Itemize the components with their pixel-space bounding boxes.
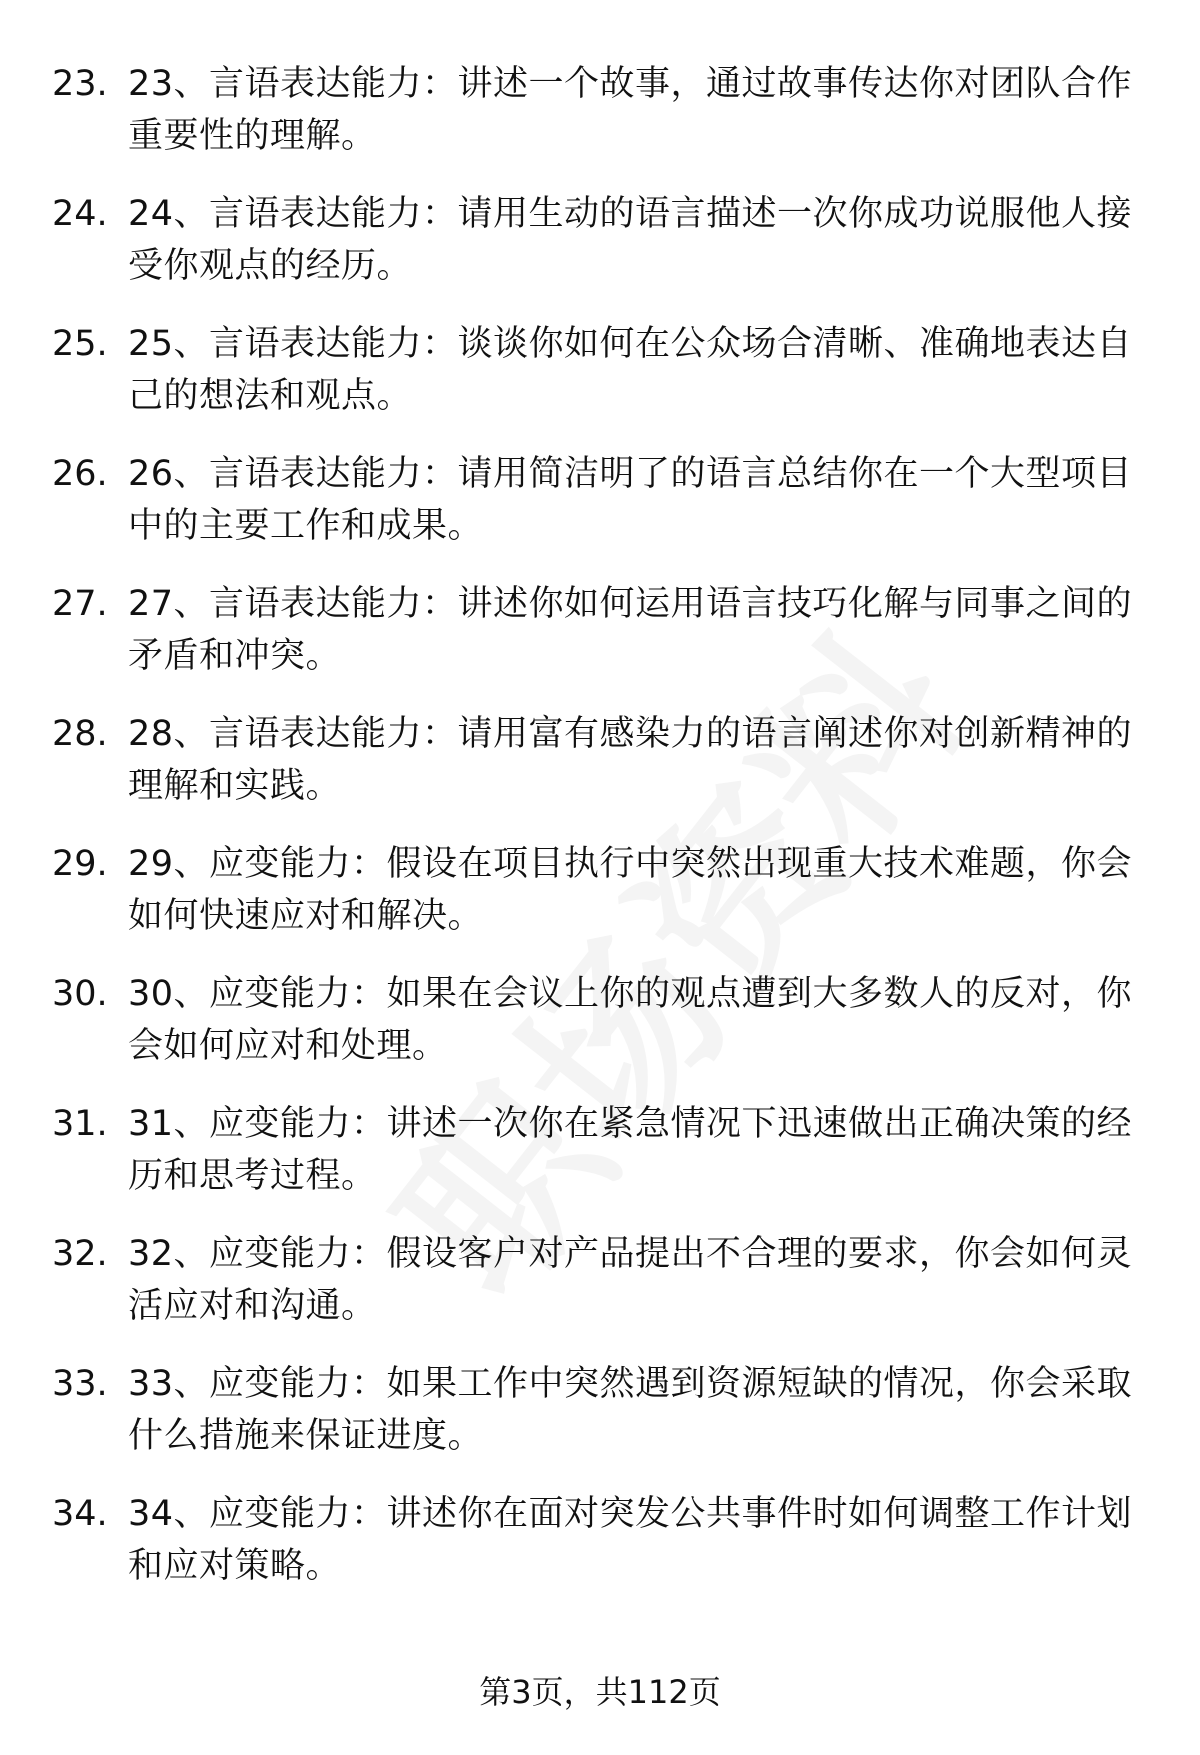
list-item (52, 188, 1152, 318)
item-text: 28、言语表达能力：请用富有感染力的语言阐述你对创新精神的理解和实践。 (128, 714, 1133, 806)
item-number: 26. (52, 454, 108, 494)
list-item (52, 968, 1152, 1098)
item-number: 25. (52, 324, 108, 364)
item-text: 25、言语表达能力：谈谈你如何在公众场合清晰、准确地表达自己的想法和观点。 (128, 324, 1133, 416)
list-item (52, 578, 1152, 708)
list-item (52, 1358, 1152, 1488)
list-item (52, 708, 1152, 838)
list-item (52, 1098, 1152, 1228)
list-item (52, 58, 1152, 188)
item-number: 23. (52, 64, 108, 104)
list-item (52, 318, 1152, 448)
item-number: 28. (52, 714, 108, 754)
list-item (52, 1228, 1152, 1358)
item-number: 33. (52, 1364, 108, 1404)
list-item (52, 1488, 1152, 1618)
item-text: 34、应变能力：讲述你在面对突发公共事件时如何调整工作计划和应对策略。 (128, 1494, 1133, 1586)
list-item (52, 838, 1152, 968)
item-number: 29. (52, 844, 108, 884)
item-number: 30. (52, 974, 108, 1014)
question-list (52, 58, 1152, 1618)
item-text: 24、言语表达能力：请用生动的语言描述一次你成功说服他人接受你观点的经历。 (128, 194, 1133, 286)
item-number: 24. (52, 194, 108, 234)
item-text: 23、言语表达能力：讲述一个故事，通过故事传达你对团队合作重要性的理解。 (128, 64, 1133, 156)
item-text: 31、应变能力：讲述一次你在紧急情况下迅速做出正确决策的经历和思考过程。 (128, 1104, 1133, 1196)
item-number: 27. (52, 584, 108, 624)
item-number: 32. (52, 1234, 108, 1274)
item-text: 26、言语表达能力：请用简洁明了的语言总结你在一个大型项目中的主要工作和成果。 (128, 454, 1133, 546)
list-item (52, 448, 1152, 578)
item-text: 33、应变能力：如果工作中突然遇到资源短缺的情况，你会采取什么措施来保证进度。 (128, 1364, 1133, 1456)
item-text: 27、言语表达能力：讲述你如何运用语言技巧化解与同事之间的矛盾和冲突。 (128, 584, 1133, 676)
page-footer: 第3页，共112页 (479, 1673, 721, 1711)
item-number: 31. (52, 1104, 108, 1144)
item-text: 29、应变能力：假设在项目执行中突然出现重大技术难题，你会如何快速应对和解决。 (128, 844, 1133, 936)
item-number: 34. (52, 1494, 108, 1534)
item-text: 30、应变能力：如果在会议上你的观点遭到大多数人的反对，你会如何应对和处理。 (128, 974, 1133, 1066)
item-text: 32、应变能力：假设客户对产品提出不合理的要求，你会如何灵活应对和沟通。 (128, 1234, 1133, 1326)
